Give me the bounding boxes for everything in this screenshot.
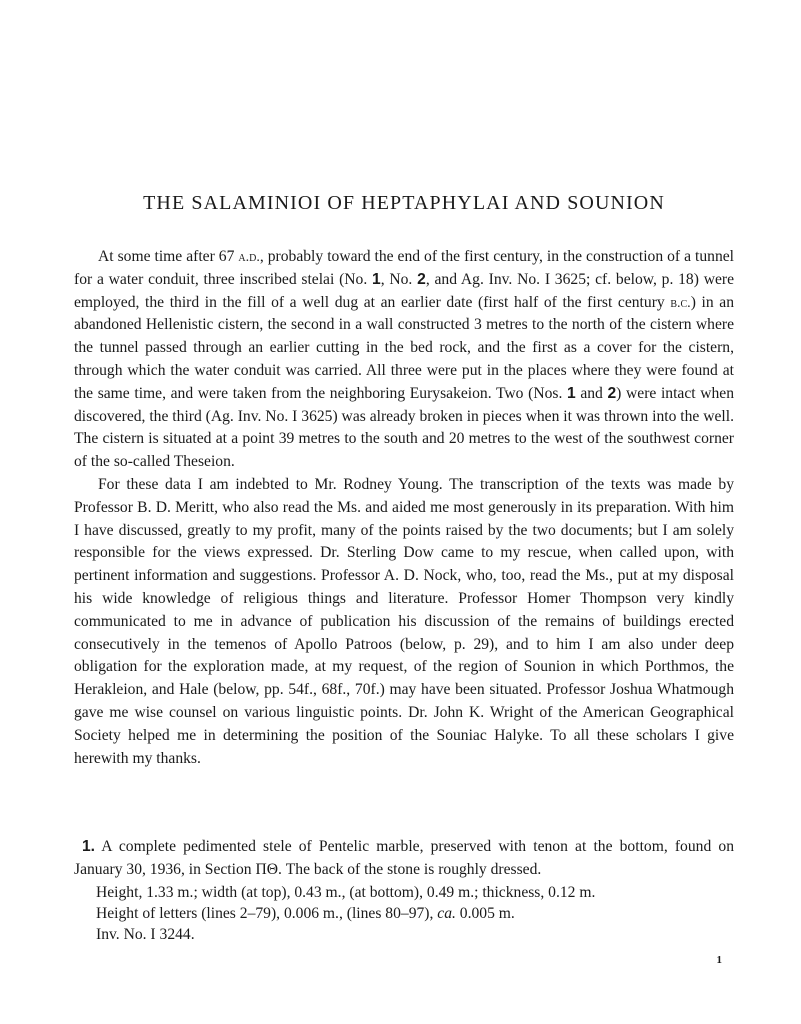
stele-ref-2: 2: [417, 270, 426, 288]
body-text: [74, 246, 734, 770]
article-title: THE SALAMINIOI OF HEPTAPHYLAI AND SOUNION: [143, 192, 665, 214]
paragraph-2: For these data I am indebted to Mr. Rodney Young. The transcription of the texts was made by Professor B. D. Meritt, who also read the Ms. and aided me most generously in its preparation. With him I have discussed, greatly to my profit, many of the points raised by the two documents; but I am solely responsible for the views expressed. Dr. Sterling Dow came to my rescue, when called upon, with pertinent information and suggestions. Professor A. D. Nock, who, too, read the Ms., put at my disposal his wide knowledge of religious things and literature. Professor Homer Thompson very kindly communicated to me in advance of publication his discussion of the remains of buildings erected consecutively in the temenos of Apollo Patroos (below, p. 29), and to him I am also under deep obligation for the exploration made, at my request, of the region of Sounion in which Porthmos, the Herakleion, and Hale (below, pp. 54f., 68f., 70f.) may have been situated. Professor Joshua Whatmough gave me wise counsel on various linguistic points. Dr. John K. Wright of the American Geographical Society helped me in determining the position of the Souniac Halyke. To all these scholars I give herewith my thanks.: [74, 475, 734, 767]
stele-ref-1b: 1: [566, 384, 576, 402]
era-ad: a.d.: [238, 249, 260, 265]
entry-letter-height: Height of letters (lines 2–79), 0.006 m., (lines 80–97), ca. 0.005 m.: [96, 905, 515, 922]
catalogue-entry: [74, 836, 734, 882]
entry-inventory: Inv. No. I 3244.: [96, 926, 195, 943]
stele-ref-2b: 2: [607, 384, 617, 402]
page: [74, 0, 734, 1024]
era-bc: b.c.: [670, 294, 691, 311]
stele-ref-1: 1: [372, 270, 381, 288]
entry-description: 1. A complete pedimented stele of Pentelic marble, preserved with tenon at the bottom, found on January 30, 1936, in Section ΠΘ. The back of the stone is roughly dressed.: [74, 838, 734, 878]
entry-number: 1.: [82, 838, 96, 855]
entry-dimensions: Height, 1.33 m.; width (at top), 0.43 m., (at bottom), 0.49 m.; thickness, 0.12 m.: [96, 884, 596, 901]
paragraph-1: At some time after 67 a.d., probably toward the end of the first century, in the construction of a tunnel for a water conduit, three inscribed stelai (No. 1, No. 2, and Ag. Inv. No. I 3625; cf. below, p. 18) were employed, the third in the fill of a well dug at an earlier date (first half of the first century b.c.) in an abandoned Hellenistic cistern, the second in a wall constructed 3 metres to the north of the cistern where the tunnel passed through an earlier cutting in the bed rock, and the first as a cover for the cistern, through which the water conduit was carried. All three were put in the places where they were found at the same time, and were taken from the neighboring Eurysakeion. Two (Nos. 1 and 2) were intact when discovered, the third (Ag. Inv. No. I 3625) was already broken in pieces when it was thrown into the well. The cistern is situated at a point 39 metres to the south and 20 metres to the west of the southwest corner of the so-called Theseion.: [74, 248, 735, 471]
page-number: 1: [716, 954, 722, 966]
